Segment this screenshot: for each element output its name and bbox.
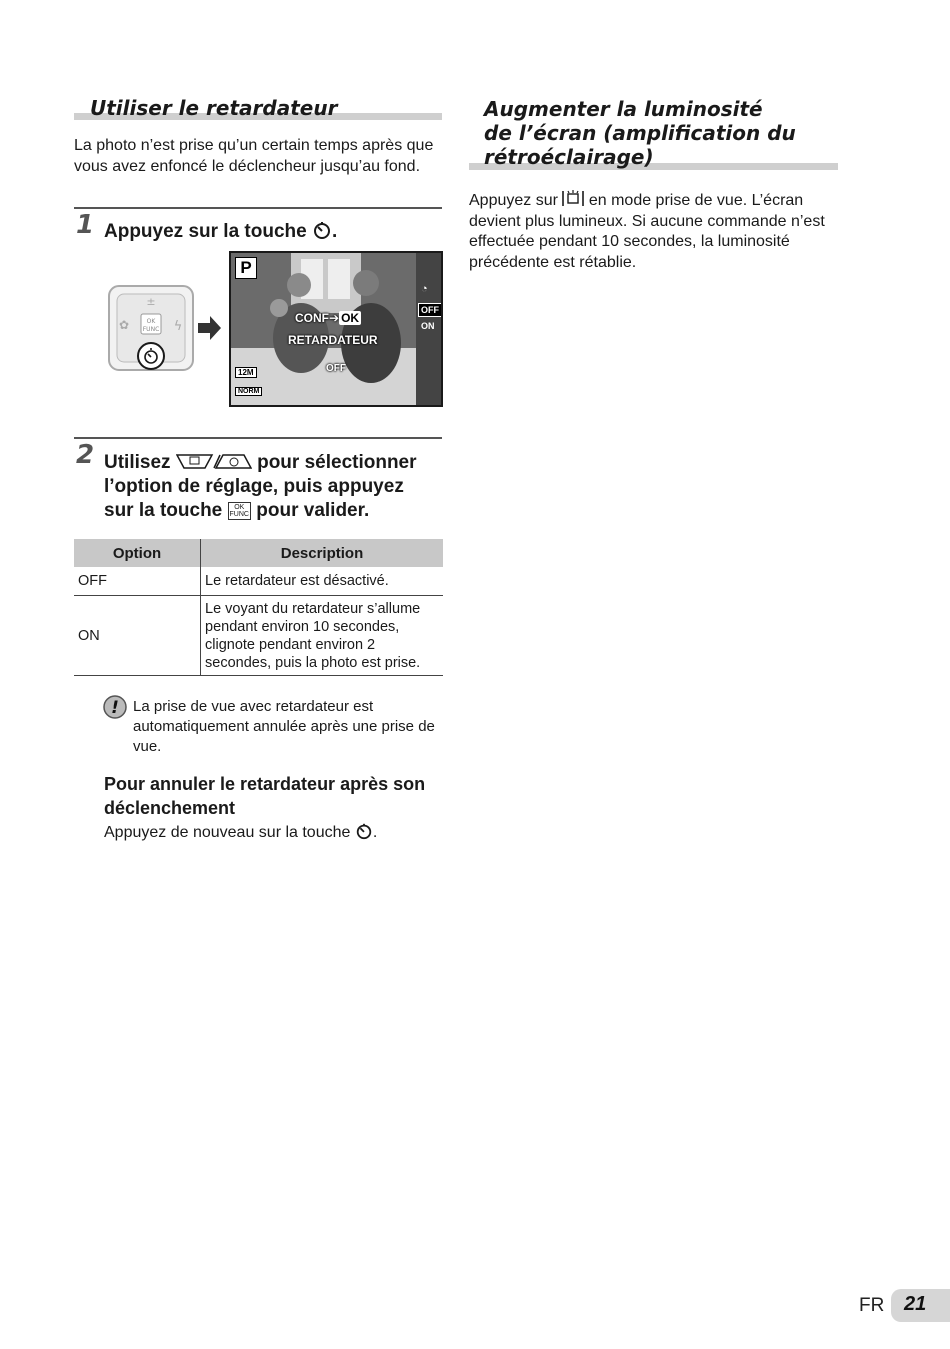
table-row [74,567,443,596]
lcd-side-off: OFF [418,303,442,317]
camera-lcd-screenshot [229,251,443,407]
section-title-backlight: Augmenter la luminosité de l’écran (amplification du rétroéclairage) [484,97,796,169]
lcd-menu-label: RETARDATEUR [288,333,378,347]
step1-period: . [331,221,338,242]
caution-icon [103,695,127,724]
option-cell: OFF [74,567,201,596]
step1-instruction [104,220,337,244]
backlight-button-icon [562,190,584,207]
note-text: La prise de vue avec retardateur est automatiquement annulée après une prise de vue. [133,698,435,755]
lcd-size-badge: 12M [235,367,257,378]
svg-text:ϟ: ϟ [173,319,183,334]
section-title-self-timer: Utiliser le retardateur [90,96,338,120]
description-cell: Le voyant du retardateur s’allume pendant environ 10 secondes, clignote pendant environ 2 secondes, puis la photo est prise. [201,596,444,676]
up-down-keys-icon [176,452,252,470]
step1-number: 1 [76,210,95,240]
ok-func-key-icon: OK FUNC [229,503,249,518]
svg-text:!: ! [111,698,119,718]
svg-text:±: ± [146,295,156,308]
description-cell: Le retardateur est désactivé. [201,567,444,596]
lcd-ok-badge: OK [341,311,360,325]
svg-text:OK: OK [146,318,156,325]
options-table [74,539,443,676]
lcd-value: OFF [326,363,346,374]
step1-text: Appuyez sur la touche [104,221,307,242]
lcd-quality-badge: NORM [235,387,262,396]
backlight-paragraph: Appuyez sur en mode prise de vue. L’écran devient plus lumineux. Si aucune commande n’est effectuée pendant 10 secondes, la luminosité précédente est rétablie. [469,192,825,271]
lcd-side-on: ON [421,321,435,331]
self-timer-icon [312,220,332,240]
control-pad-illustration [108,285,194,371]
option-cell: ON [74,596,201,676]
step2-number: 2 [76,440,95,470]
arrow-right-icon [198,315,222,346]
table-row [74,596,443,676]
page-number: 21 [904,1293,927,1315]
table-header-description: Description [201,539,444,567]
footer-language: FR [859,1295,885,1316]
lcd-mode-badge: P [235,257,257,279]
cancel-title: Pour annuler le retardateur après son déclenchement [104,774,426,818]
lcd-confirm-line: CONF➔ OK [295,311,360,325]
self-timer-icon [355,822,373,840]
step2-rule [74,437,442,439]
svg-text:✿: ✿ [118,318,130,332]
cancel-text: Appuyez de nouveau sur la touche . [104,824,378,841]
intro-paragraph: La photo n’est prise qu’un certain temps après que vous avez enfoncé le déclencheur jusqu’au fond. [74,137,434,175]
svg-text:FUNC: FUNC [142,326,160,333]
step1-rule [74,207,442,209]
table-header-option: Option [74,539,201,567]
step2-instruction: Utilisez pour sélectionner l’option de réglage, puis appuyez sur la touche OK FUNC pour valider. [104,452,417,521]
lcd-timer-icon: ◔ [421,283,428,295]
